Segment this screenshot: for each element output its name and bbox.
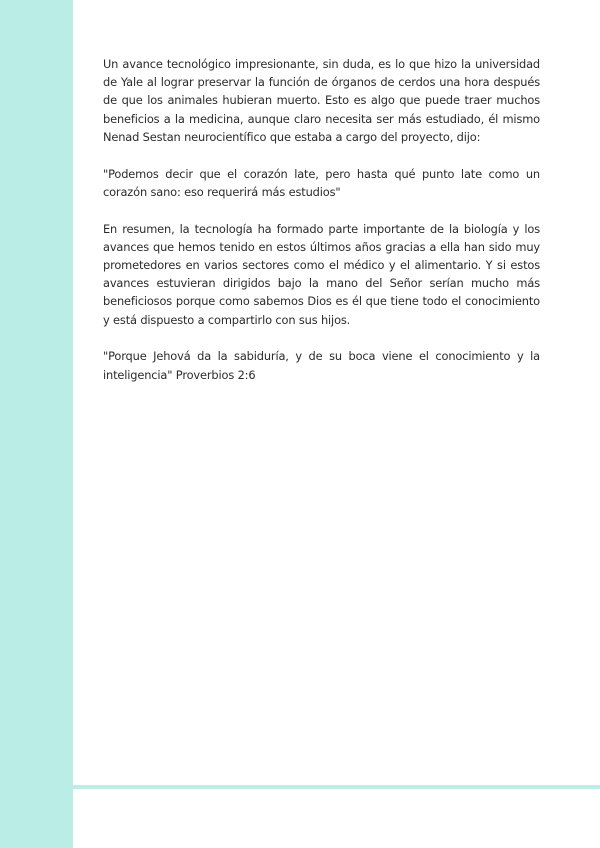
- document-body: [103, 55, 540, 402]
- paragraph-sestan-quote: "Podemos decir que el corazón late, pero hasta qué punto late como un corazón sano: eso requerirá más estudios": [103, 166, 540, 199]
- paragraph-summary: En resumen, la tecnología ha formado parte importante de la biología y los avances que hemos tenido en estos últimos años gracias a ella han sido muy prometedores en varios sectores como el médico y el alimentario. Y si estos avances estuvieran dirigidos bajo la mano del Señor serían mucho más beneficiosos porque como sabemos Dios es él que tiene todo el conocimiento y está dispuesto a compartirlo con sus hijos.: [103, 221, 540, 327]
- paragraph-proverbs-quote: "Porque Jehová da la sabiduría, y de su boca viene el conocimiento y la inteligencia" Proverbios 2:6: [103, 349, 540, 382]
- left-accent-band: [0, 0, 73, 848]
- paragraph-yale-organs: Un avance tecnológico impresionante, sin duda, es lo que hizo la universidad de Yale al lograr preservar la función de órganos de cerdos una hora después de que los animales hubieran muerto. Esto es algo que puede traer muchos beneficios a la medicina, aunque claro necesita ser más estudiado, él mismo Nenad Sestan neurocientífico que estaba a cargo del proyecto, dijo:: [103, 57, 540, 144]
- bottom-accent-rule: [73, 785, 600, 789]
